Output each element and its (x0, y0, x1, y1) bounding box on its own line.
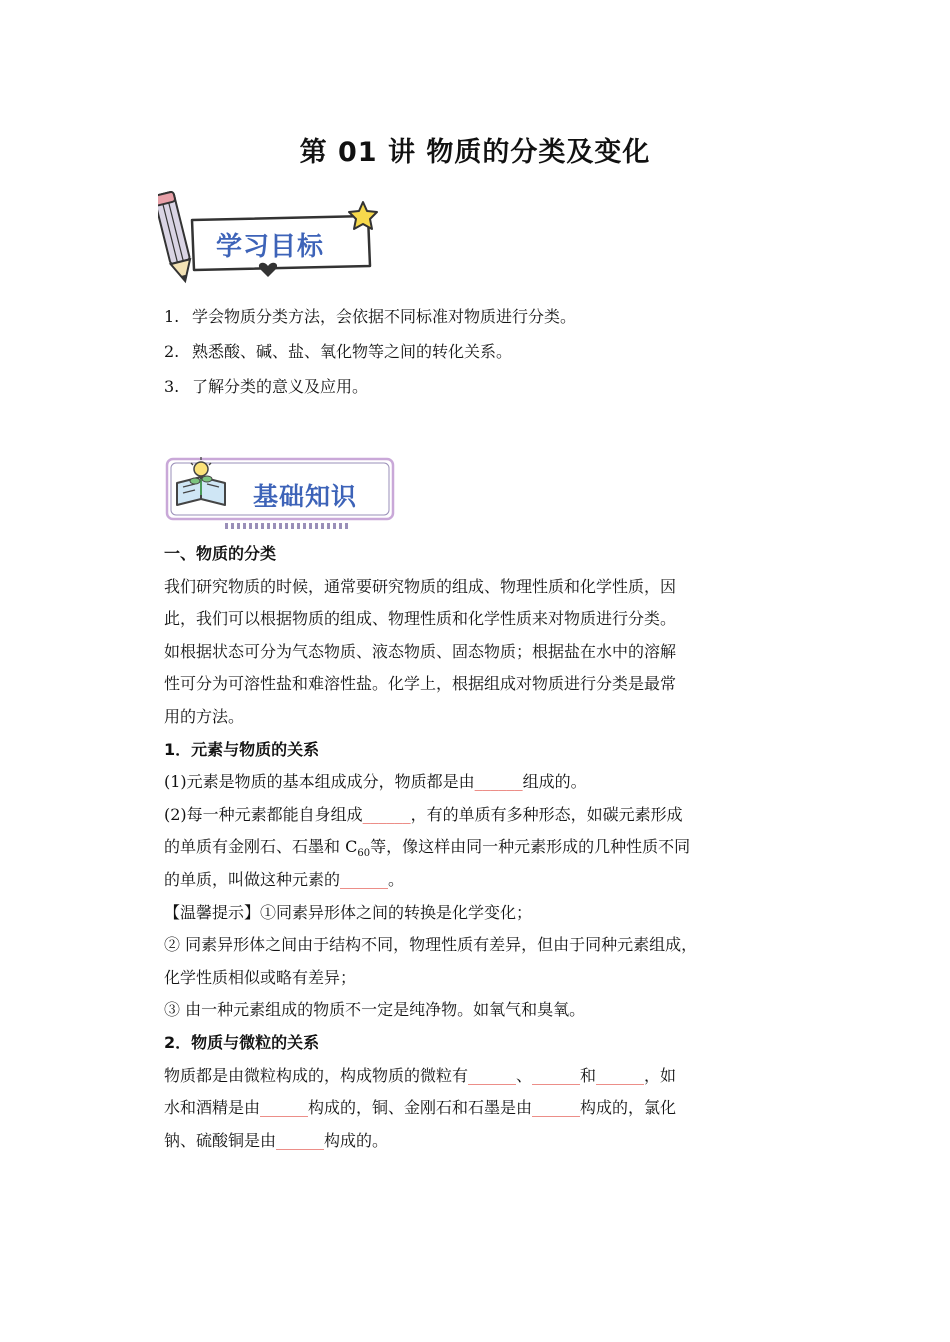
fill-in-line (164, 766, 790, 799)
blank: ______ (532, 1065, 581, 1085)
section-heading: 一、物质的分类 (164, 544, 277, 563)
text: 构成的，氯化 (580, 1098, 677, 1118)
blank: ______ (468, 1065, 517, 1085)
text: 构成的。 (324, 1130, 389, 1150)
text: 。 (388, 869, 405, 889)
text: ，有的单质有多种形态，如碳元素形成 (410, 804, 683, 824)
banner-basics-label: 基础知识 (253, 482, 358, 511)
blank: ______ (596, 1065, 645, 1085)
banner-goals-label: 学习目标 (216, 232, 325, 262)
subsection-heading: 1．元素与物质的关系 (164, 739, 320, 759)
paragraph-line: 我们研究物质的时候，通常要研究物质的组成、物理性质和化学性质，因 (164, 576, 677, 596)
paragraph-line: 此，我们可以根据物质的组成、物理性质和化学性质来对物质进行分类。 (164, 609, 677, 629)
fill-in-line (164, 864, 790, 897)
fill-in-line (164, 1092, 790, 1125)
fill-in-line (164, 1060, 790, 1093)
text: (1)元素是物质的基本组成成分，物质都是由 (164, 772, 475, 792)
goal-text: 熟悉酸、碱、盐、氧化物等之间的转化关系。 (192, 342, 513, 361)
goal-item (164, 374, 576, 409)
text: 等，像这样由同一种元素形成的几种性质不同 (370, 837, 691, 857)
basic-knowledge-banner (163, 455, 398, 531)
paragraph-line: 如根据状态可分为气态物质、液态物质、固态物质；根据盐在水中的溶解 (164, 641, 677, 661)
blank: ______ (362, 804, 411, 824)
text: 构成的，铜、金刚石和石墨是由 (308, 1098, 533, 1118)
tip-line: 化学性质相似或略有差异； (164, 967, 357, 987)
text: 、 (516, 1065, 533, 1085)
tip-line: 【温馨提示】①同素异形体之间的转换是化学变化； (164, 902, 533, 922)
text: 物质都是由微粒构成的，构成物质的微粒有 (164, 1065, 469, 1085)
paragraph-line: 性可分为可溶性盐和难溶性盐。化学上，根据组成对物质进行分类是最常 (164, 674, 677, 694)
goal-text: 学会物质分类方法，会依据不同标准对物质进行分类。 (192, 307, 577, 326)
goal-item (164, 339, 576, 374)
goal-number: 3. (164, 377, 180, 396)
tip-line: ③ 由一种元素组成的物质不一定是纯净物。如氧气和臭氧。 (164, 1000, 586, 1020)
goal-item (164, 304, 576, 339)
blank: ______ (260, 1098, 309, 1118)
goal-text: 了解分类的意义及应用。 (192, 377, 369, 396)
tip-line: ② 同素异形体之间由于结构不同，物理性质有差异，但由于同种元素组成， (164, 935, 698, 955)
learning-goals-banner (158, 186, 383, 288)
text: 水和酒精是由 (164, 1098, 261, 1118)
fill-in-line (164, 799, 790, 832)
paragraph-line: 用的方法。 (164, 706, 245, 726)
page-title: 第 01 讲 物质的分类及变化 (299, 137, 651, 168)
knowledge-content (164, 538, 790, 1157)
blank: ______ (276, 1130, 325, 1150)
goals-list (164, 304, 576, 409)
text: (2)每一种元素都能自身组成 (164, 804, 363, 824)
text: 的单质有金刚石、石墨和 C (164, 837, 358, 857)
fill-in-line (164, 1125, 790, 1158)
text: 组成的。 (522, 772, 587, 792)
goal-number: 1. (164, 307, 180, 326)
goal-number: 2. (164, 342, 180, 361)
text: 的单质，叫做这种元素的 (164, 869, 341, 889)
text: 和 (580, 1065, 597, 1085)
blank: ______ (532, 1098, 581, 1118)
text: 钠、硫酸铜是由 (164, 1130, 277, 1150)
blank: ______ (474, 772, 523, 792)
blank: ______ (340, 869, 389, 889)
subscript: 60 (357, 848, 371, 860)
fill-in-line (164, 831, 790, 864)
subsection-heading: 2．物质与微粒的关系 (164, 1032, 320, 1052)
text: ，如 (644, 1065, 677, 1085)
